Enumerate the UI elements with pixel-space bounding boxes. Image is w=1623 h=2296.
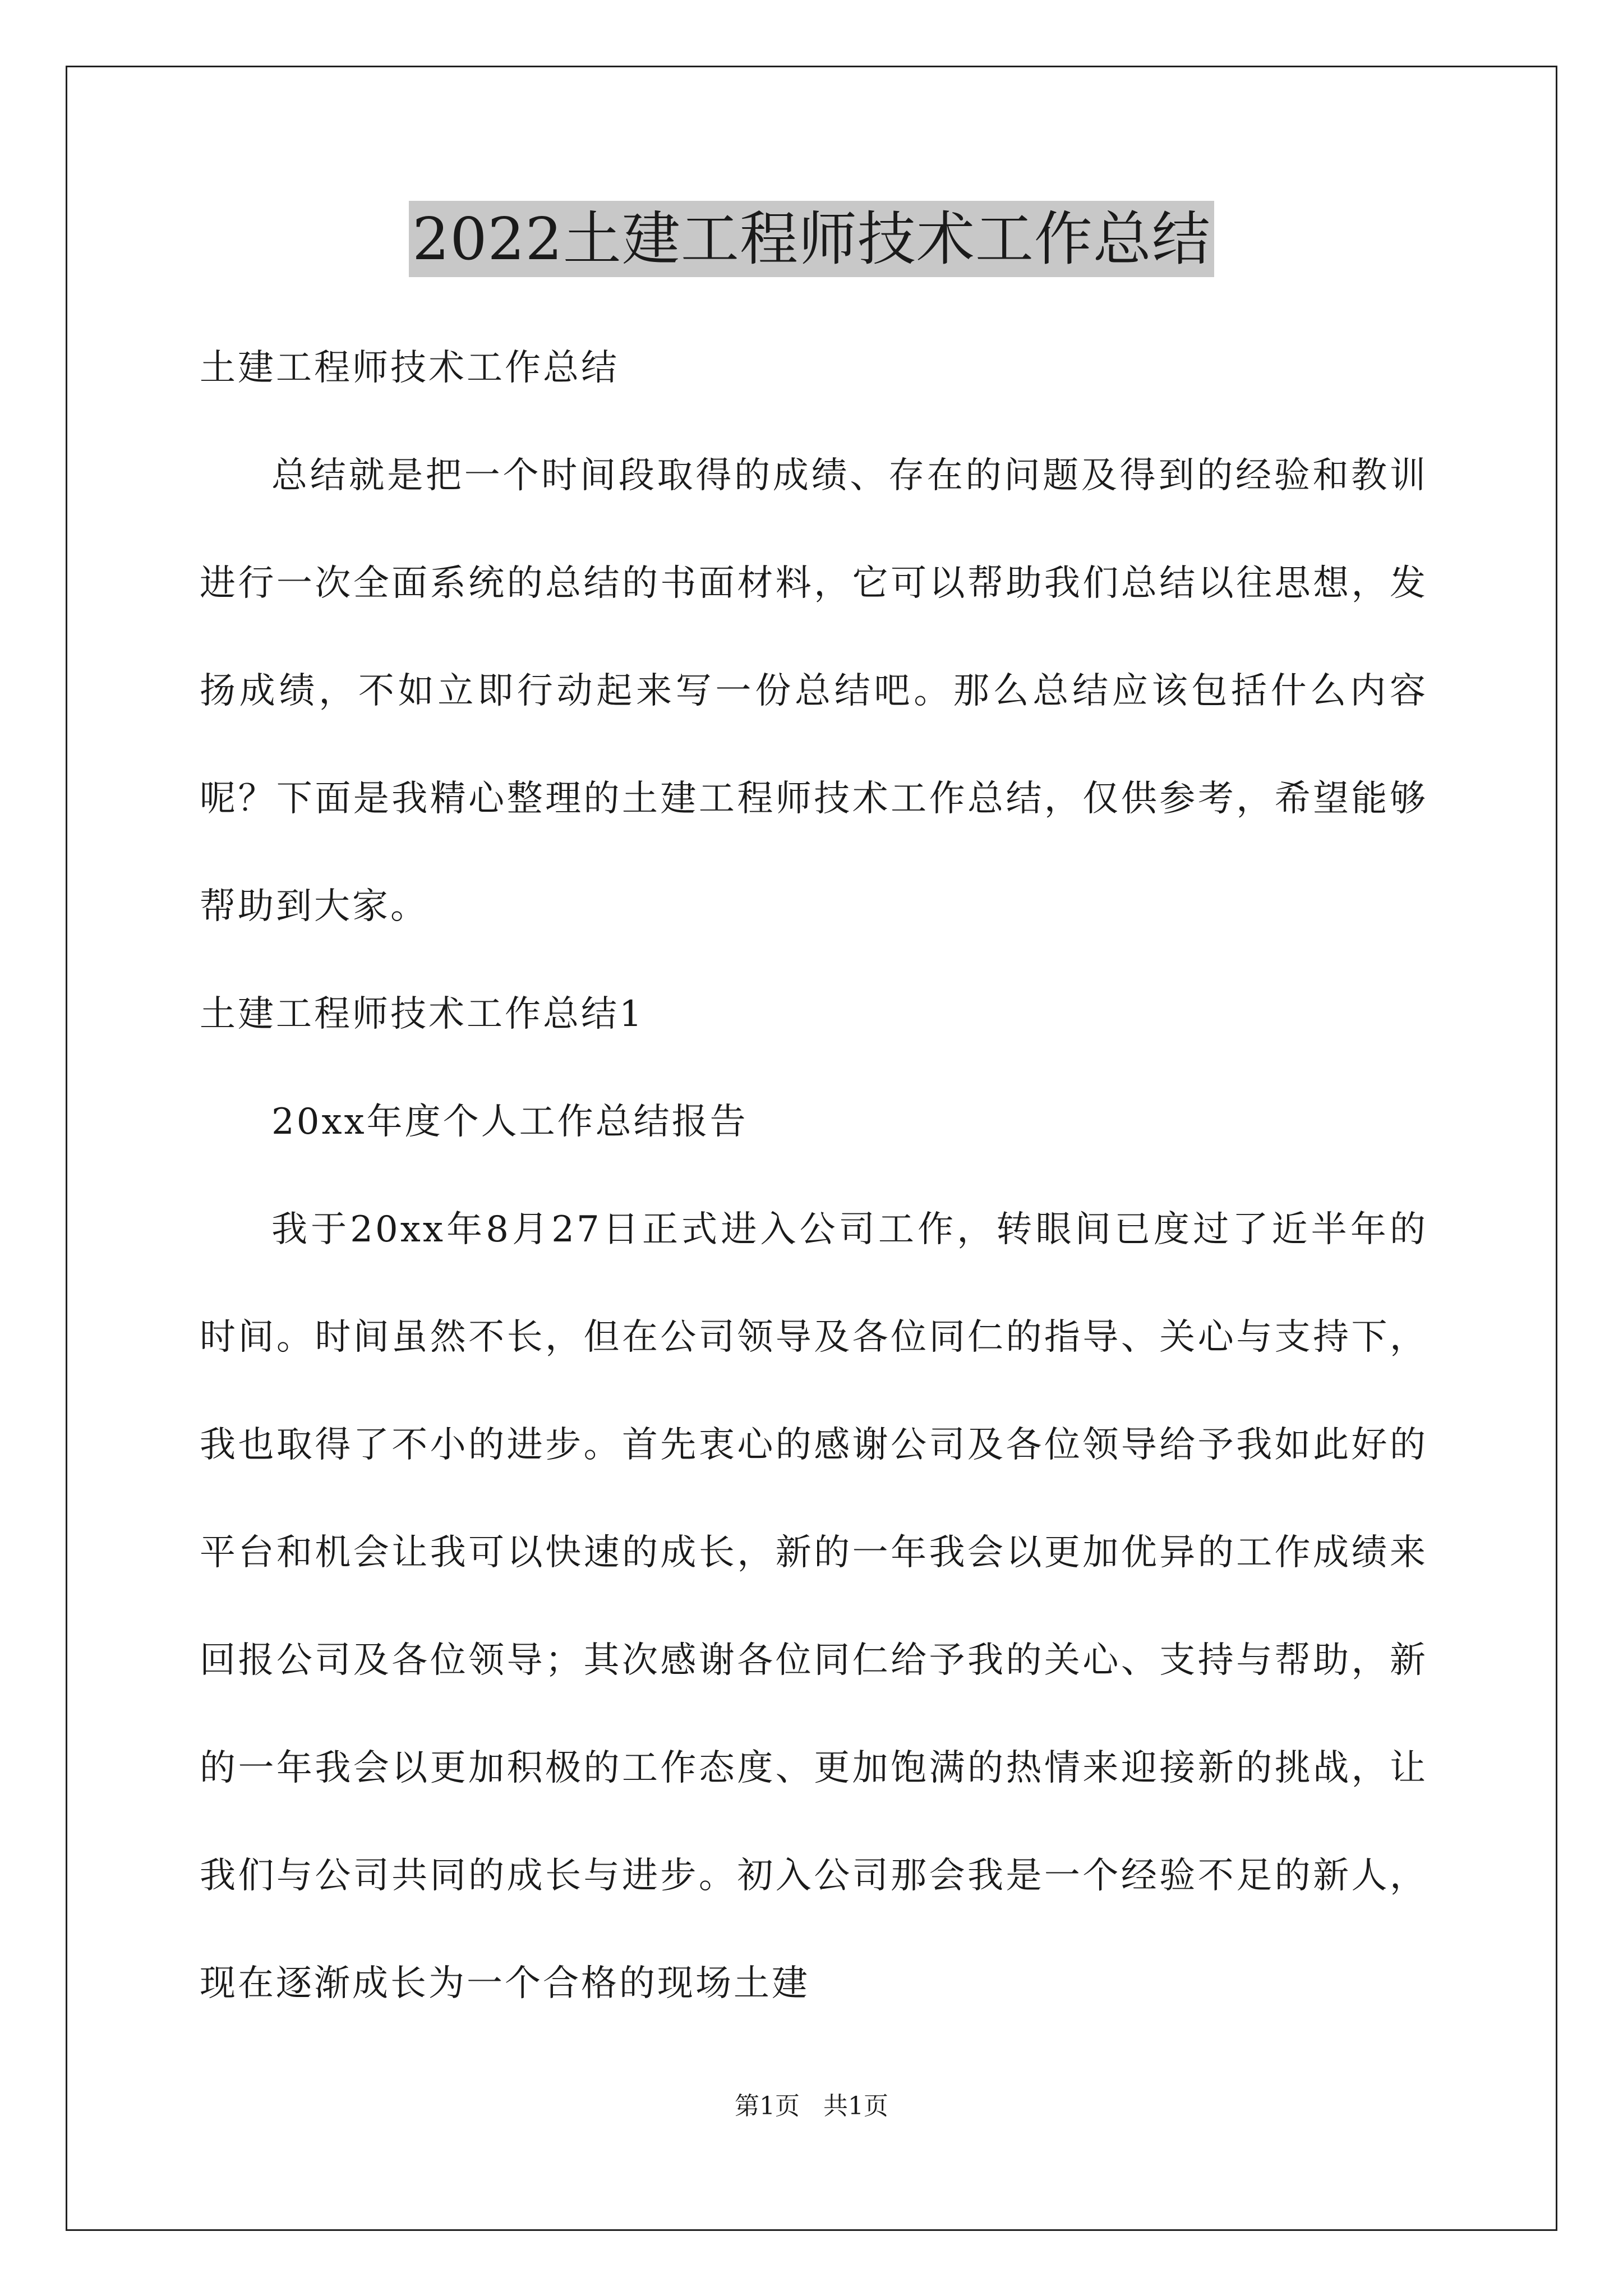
intro-paragraph: 总结就是把一个时间段取得的成绩、存在的问题及得到的经验和教训进行一次全面系统的总结的书面材料，它可以帮助我们总结以往思想，发扬成绩，不如立即行动起来写一份总结吧。那么总结应该包括什么内容呢？下面是我精心整理的土建工程师技术工作总结，仅供参考，希望能够帮助到大家。 bbox=[200, 455, 1428, 927]
title-container bbox=[0, 201, 1623, 277]
body-paragraph: 我于20xx年8月27日正式进入公司工作，转眼间已度过了近半年的时间。时间虽然不长，但在公司领导及各位同仁的指导、关心与支持下，我也取得了不小的进步。首先衷心的感谢公司及各位领导给予我如此好的平台和机会让我可以快速的成长，新的一年我会以更加优异的工作成绩来回报公司及各位领导；其次感谢各位同仁给予我的关心、支持与帮助，新的一年我会以更加积极的工作态度、更加饱满的热情来迎接新的挑战，让我们与公司共同的成长与进步。初入公司那会我是一个经验不足的新人，现在逐渐成长为一个合格的现场土建 bbox=[200, 1209, 1428, 2004]
page-footer: 第1页 共1页 bbox=[735, 2092, 888, 2120]
document-body bbox=[200, 314, 1428, 2037]
report-title: 20xx年度个人工作总结报告 bbox=[271, 1101, 748, 1143]
document-title: 2022土建工程师技术工作总结 bbox=[409, 201, 1214, 277]
subtitle: 土建工程师技术工作总结 bbox=[200, 347, 619, 389]
section-heading: 土建工程师技术工作总结1 bbox=[200, 993, 644, 1035]
